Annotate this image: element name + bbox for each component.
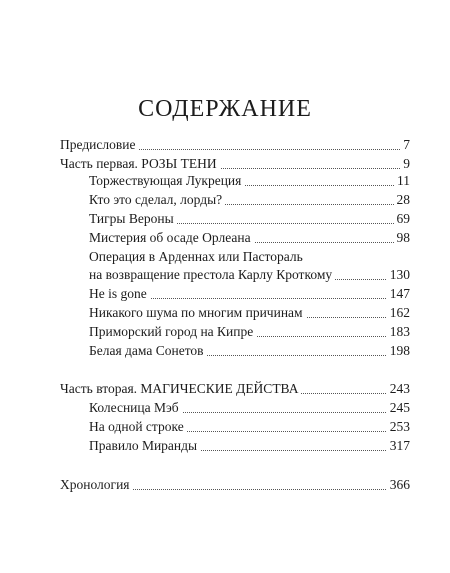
toc-entry-preface (0, 136, 410, 154)
toc-entry-label: Приморский город на Кипре (89, 323, 256, 341)
toc-entry (0, 399, 410, 417)
toc-entry-label: Кто это сделал, лорды? (89, 191, 225, 209)
toc-entry (0, 323, 410, 341)
toc-entry-label: Хронология (60, 476, 133, 494)
toc-entry (0, 437, 410, 455)
toc-entry-page: 98 (394, 229, 411, 247)
toc-entry-label: Часть первая. РОЗЫ ТЕНИ (60, 155, 220, 173)
toc-entry-label: Никакого шума по многим причинам (89, 304, 306, 322)
toc-entry-label: На одной строке (89, 418, 187, 436)
page-title: СОДЕРЖАНИЕ (138, 96, 312, 122)
toc-entry-page: 317 (387, 437, 410, 455)
toc-entry-page: 11 (394, 172, 410, 190)
toc-entry-page: 243 (387, 380, 410, 398)
toc-entry-page: 147 (387, 285, 410, 303)
toc-entry-label: Операция в Арденнах или Пастораль (89, 249, 303, 264)
toc-entry-label: Мистерия об осаде Орлеана (89, 229, 254, 247)
toc-entry-label: Правило Миранды (89, 437, 200, 455)
toc-entry (0, 342, 410, 360)
toc-entry-page: 183 (387, 323, 410, 341)
toc-entry-page: 69 (394, 210, 411, 228)
toc-entry (0, 172, 410, 190)
toc-entry-part-two (0, 380, 410, 398)
toc-entry (0, 229, 410, 247)
toc-entry (0, 285, 410, 303)
toc-entry-label: Торжествующая Лукреция (89, 172, 244, 190)
toc-entry-label: He is gone (89, 285, 150, 303)
toc-entry-page: 162 (387, 304, 410, 322)
toc-entry-label: Тигры Вероны (89, 210, 177, 228)
toc-entry-label: Предисловие (60, 136, 138, 154)
toc-entry-label: на возвращение престола Карлу Кроткому (89, 266, 335, 284)
toc-entry-label: Колесница Мэб (89, 399, 182, 417)
toc-entry (0, 304, 410, 322)
toc-entry-page: 366 (387, 476, 410, 494)
toc-entry (0, 210, 410, 228)
toc-entry-chronology (0, 476, 410, 494)
toc-entry-page: 198 (387, 342, 410, 360)
toc-entry-page: 130 (387, 266, 410, 284)
toc-entry-label: Часть вторая. МАГИЧЕСКИЕ ДЕЙСТВА (60, 380, 301, 398)
toc-entry (0, 191, 410, 209)
toc-entry-page: 253 (387, 418, 410, 436)
toc-entry (0, 266, 410, 284)
toc-entry-part-one (0, 155, 410, 173)
toc-entry-label: Белая дама Сонетов (89, 342, 207, 360)
toc-entry-page: 9 (400, 155, 410, 173)
toc-entry (0, 418, 410, 436)
toc-entry-page: 245 (387, 399, 410, 417)
toc-entry-page: 28 (394, 191, 411, 209)
toc-entry-page: 7 (400, 136, 410, 154)
